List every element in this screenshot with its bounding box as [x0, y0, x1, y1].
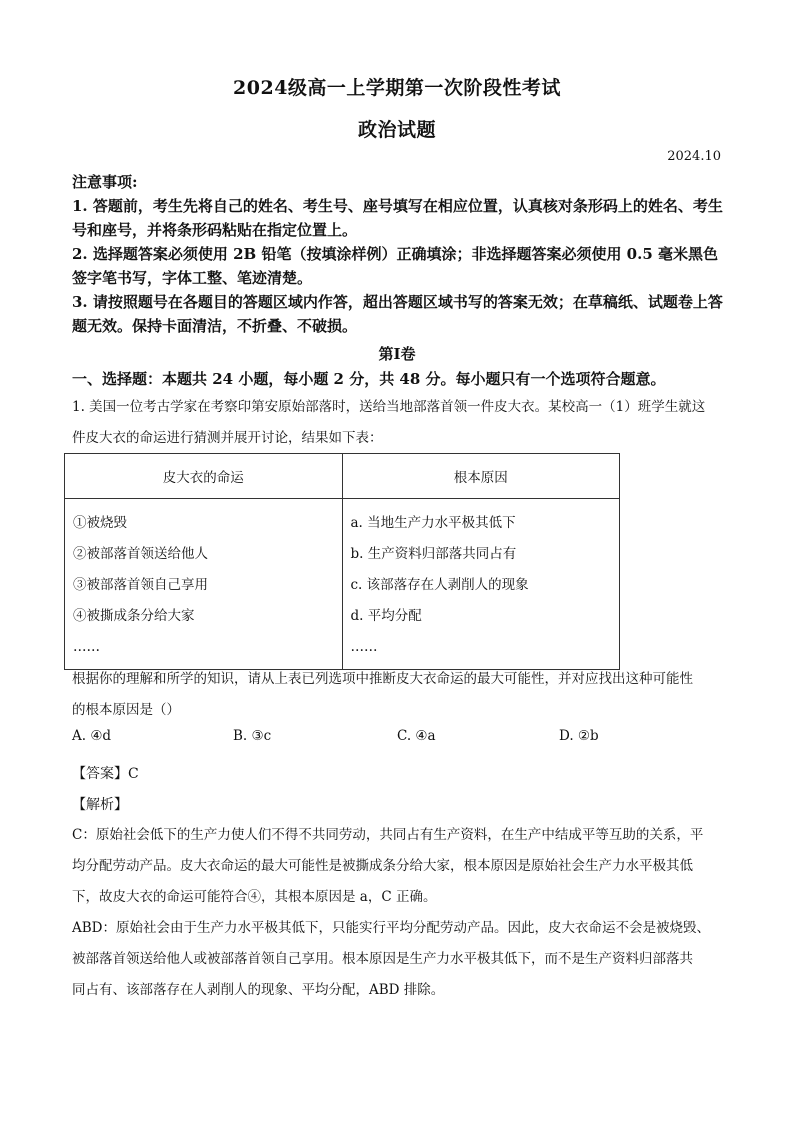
fate-item: ④被撕成条分给大家: [73, 608, 195, 624]
notice-item-3: 3. 请按照题号在各题目的答题区域内作答，超出答题区域书写的答案无效；在草稿纸、试题卷上答题无效。保持卡面清洁，不折叠、不破损。: [72, 293, 723, 335]
option-b: B. ③c: [233, 728, 272, 744]
notice-item-2: 2. 选择题答案必须使用 2B 铅笔（按填涂样例）正确填涂；非选择题答案必须使用 0.5 毫米黑色签字笔书写，字体工整、笔迹清楚。: [72, 245, 718, 287]
option-a: A. ④d: [72, 728, 112, 744]
fate-item: ③被部落首领自己享用: [73, 577, 208, 593]
reason-column: [342, 499, 620, 670]
analysis-line: 同占有、该部落存在人剥削人的现象、平均分配，ABD 排除。: [72, 982, 445, 998]
fate-table: [64, 453, 620, 670]
analysis-line: 被部落首领送给他人或被部落首领自己享用。根本原因是生产力水平极其低下，而不是生产资料归部落共: [72, 951, 693, 967]
exam-subtitle: 政治试题: [357, 119, 436, 141]
analysis-line: 下，故皮大衣的命运可能符合④，其根本原因是 a，C 正确。: [72, 889, 437, 905]
notice-block: [72, 170, 732, 338]
fate-item: ①被烧毁: [73, 515, 127, 531]
analysis-label: 【解析】: [72, 797, 128, 813]
table-row: [65, 499, 620, 670]
answer-options: [72, 728, 732, 756]
answer-label: 【答案】C: [72, 766, 139, 782]
fate-item: ……: [73, 639, 100, 655]
question-stem: [72, 392, 724, 454]
exam-title: 2024级高一上学期第一次阶段性考试: [233, 77, 561, 99]
table-header-row: [65, 454, 620, 499]
notice-heading: 注意事项:: [72, 173, 138, 191]
question-stem-line: 1. 美国一位考古学家在考察印第安原始部落时，送给当地部落首领一件皮大衣。某校高一（1）班学生就这: [72, 399, 706, 415]
notice-item-1: 1. 答题前，考生先将自己的姓名、考生号、座号填写在相应位置，认真核对条形码上的姓名、考生号和座号，并将条形码粘贴在指定位置上。: [72, 197, 723, 239]
question-prompt-line: 根据你的理解和所学的知识，请从上表已列选项中推断皮大衣命运的最大可能性，并对应找出这种可能性: [72, 671, 693, 687]
option-d: D. ②b: [559, 728, 599, 744]
fate-item: ②被部落首领送给他人: [73, 546, 208, 562]
analysis-line: ABD：原始社会由于生产力水平极其低下，只能实行平均分配劳动产品。因此，皮大衣命运不会是被烧毁、: [72, 920, 710, 936]
analysis-text: [72, 820, 724, 1006]
exam-date: 2024.10: [667, 149, 721, 164]
reason-item: d. 平均分配: [350, 608, 422, 624]
fate-column: [65, 499, 343, 670]
analysis-line: C：原始社会低下的生产力使人们不得不共同劳动，共同占有生产资料，在生产中结成平等互助的关系，平: [72, 827, 704, 843]
volume-label: 第Ⅰ卷: [378, 345, 416, 363]
analysis-line: 均分配劳动产品。皮大衣命运的最大可能性是被撕成条分给大家，根本原因是原始社会生产力水平极其低: [72, 858, 693, 874]
reason-item: b. 生产资料归部落共同占有: [350, 546, 517, 562]
question-stem-line: 件皮大衣的命运进行猜测并展开讨论，结果如下表：: [72, 430, 383, 446]
question-prompt: [72, 664, 724, 726]
reason-item: c. 该部落存在人剥削人的现象: [350, 577, 529, 593]
reason-item: ……: [350, 639, 378, 655]
table-header: 皮大衣的命运: [65, 454, 343, 499]
section-title: 一、选择题：本题共 24 小题，每小题 2 分，共 48 分。每小题只有一个选项符合题意。: [72, 370, 666, 388]
table-header: 根本原因: [342, 454, 620, 499]
question-prompt-line: 的根本原因是（）: [72, 702, 180, 718]
reason-item: a. 当地生产力水平极其低下: [350, 515, 516, 531]
option-c: C. ④a: [397, 728, 436, 744]
